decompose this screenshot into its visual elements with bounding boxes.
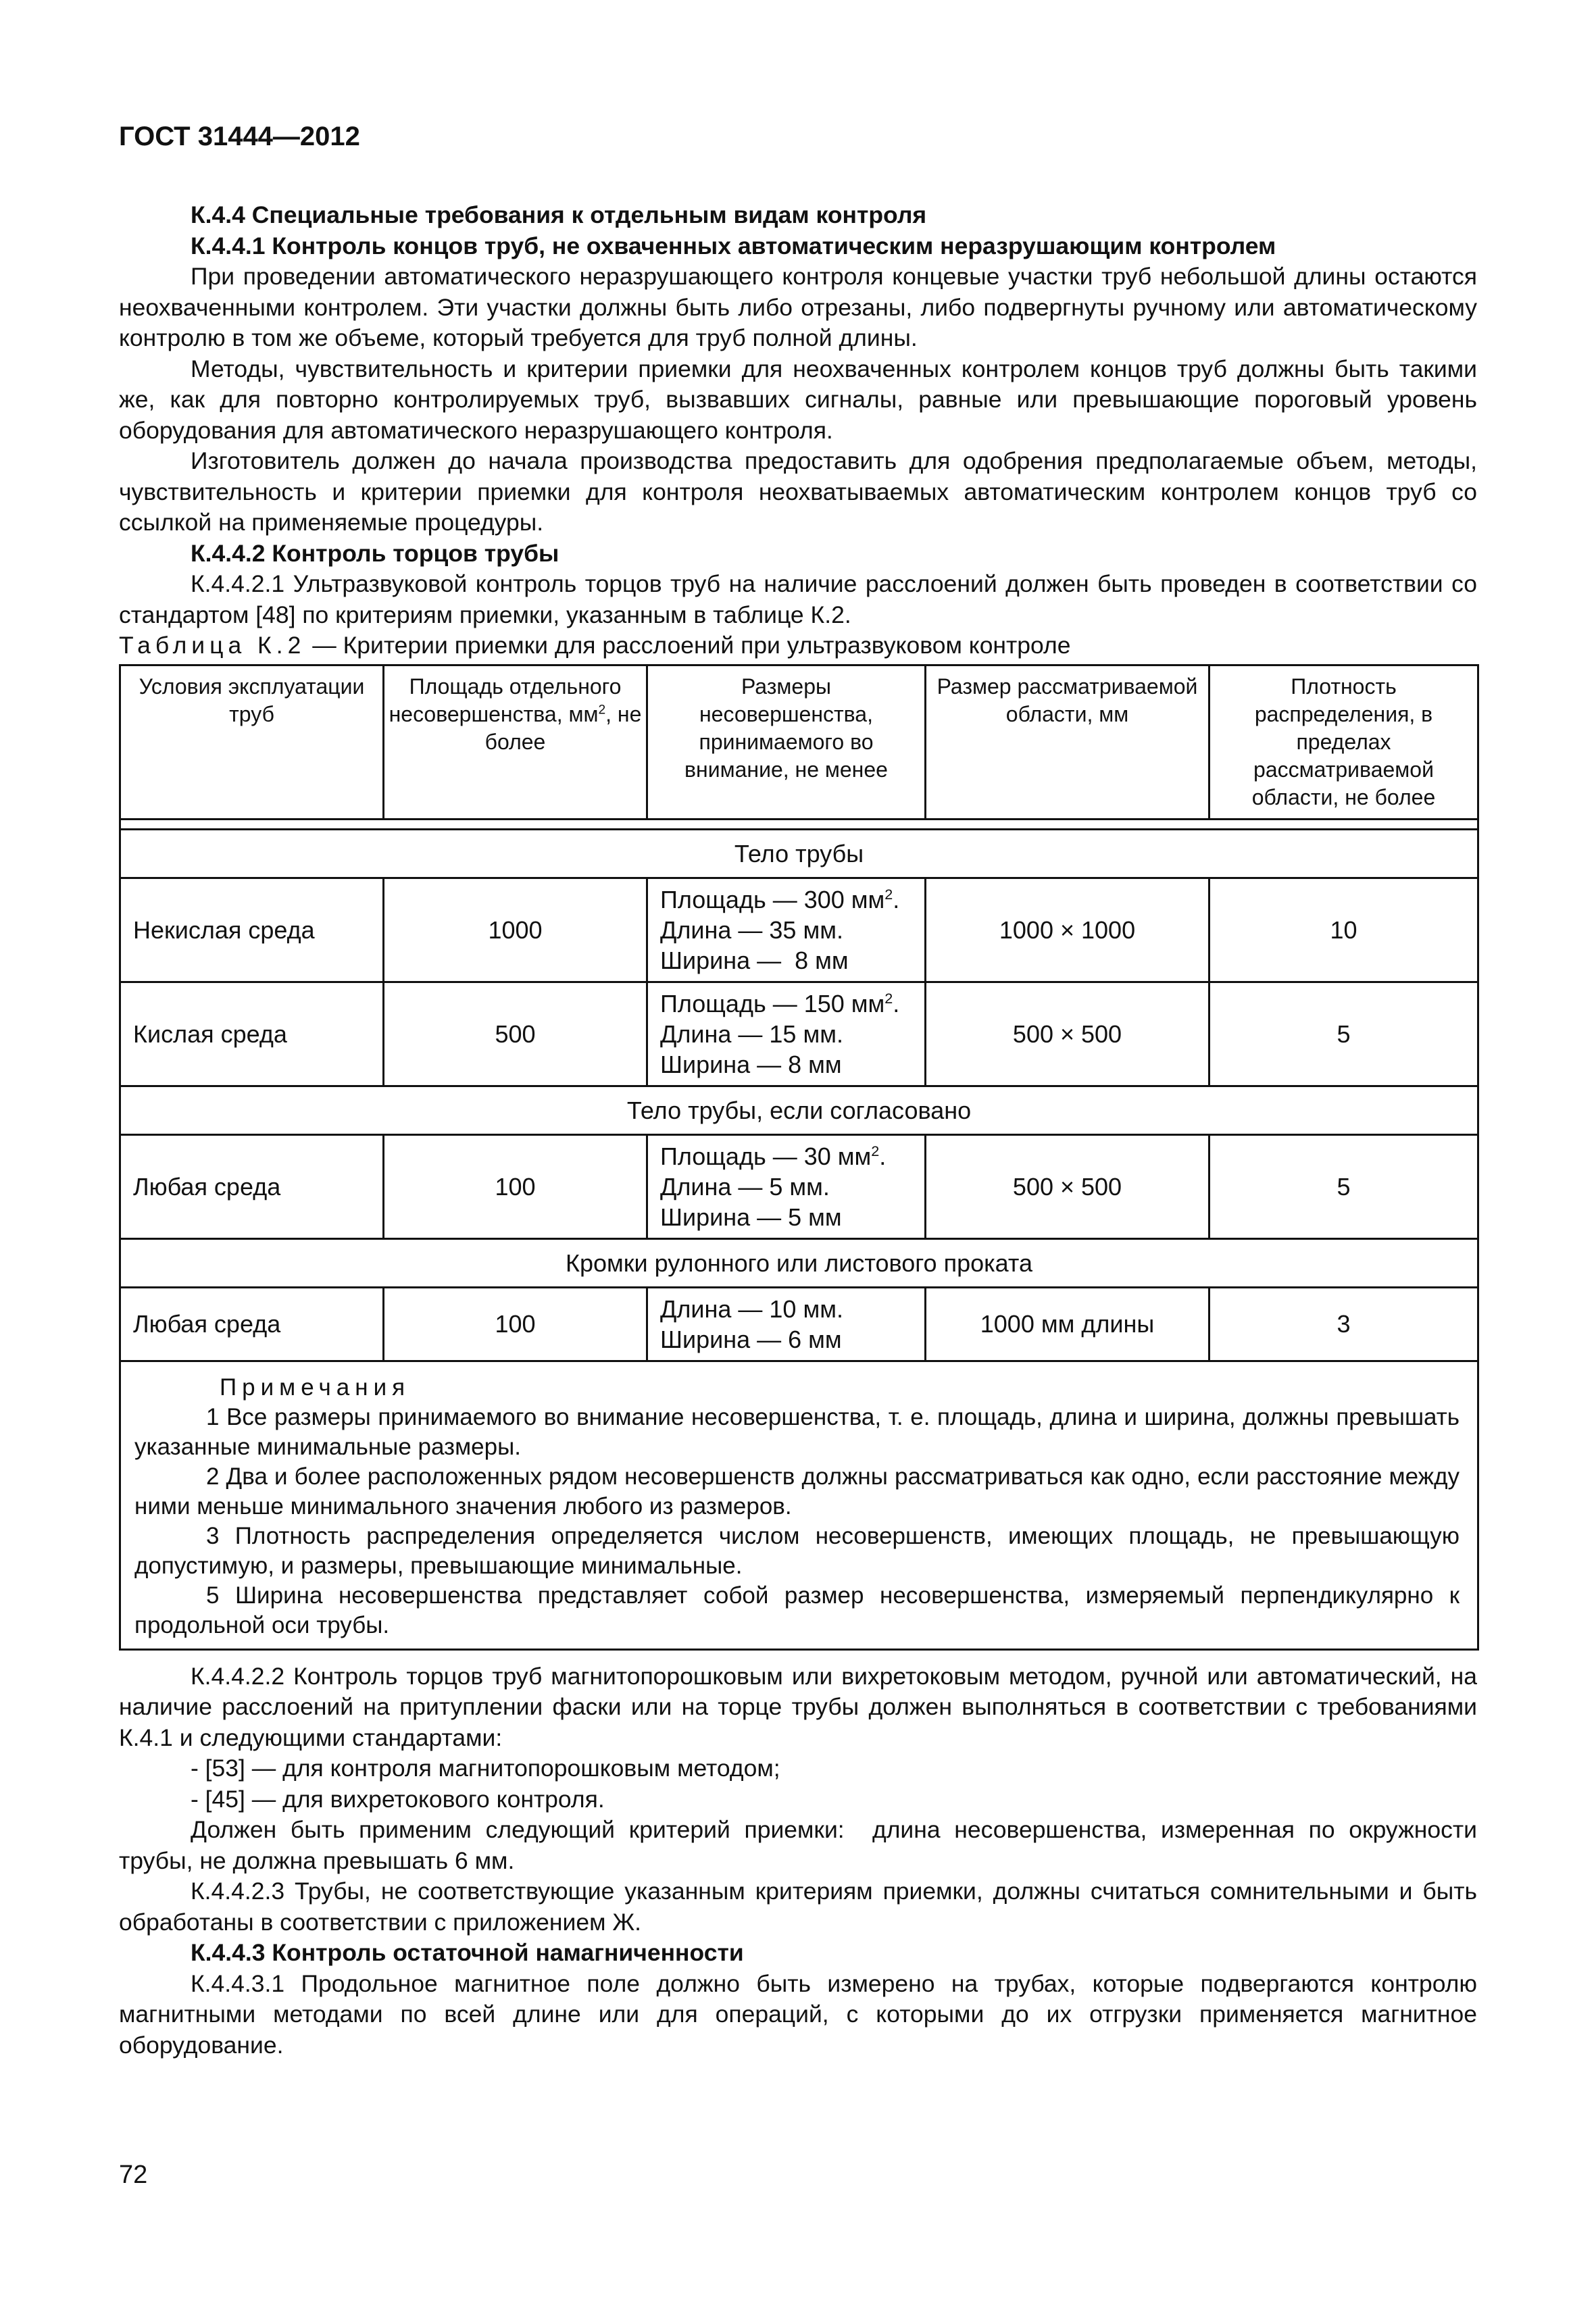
cell-region: 1000 × 1000 <box>926 878 1210 982</box>
dim-line: Длина — 15 мм. <box>660 1020 843 1048</box>
cell-area: 1000 <box>384 878 647 982</box>
section-title-k4441: К.4.4.1 Контроль концов труб, не охваченных автоматическим неразрушающим контролем <box>191 232 1276 259</box>
header-area-tail: , не более <box>484 701 642 754</box>
dim-line: Площадь — 30 мм <box>660 1142 872 1170</box>
dim-tail: . <box>893 885 900 913</box>
cell-density: 5 <box>1210 982 1478 1086</box>
section-label: Тело трубы, если согласовано <box>120 1086 1478 1134</box>
table-spacer <box>120 819 1478 829</box>
cell-dimensions <box>647 982 926 1086</box>
paragraph: Методы, чувствительность и критерии приемки для неохваченных контролем концов труб должны быть такими же, как для повторно контролируемых труб, вызвавших сигналы, равные или превышающие пороговый уровень оборудования для автоматического неразрушающего контроля. <box>119 355 1477 444</box>
page-number: 72 <box>119 2161 148 2189</box>
paragraph: При проведении автоматического неразрушающего контроля концевые участки труб небольшой длины остаются неохваченными контролем. Эти участки должны быть либо отрезаны, либо подвергнуты ручному или автоматическому контролю в том же объеме, который требуется для труб полной длины. <box>119 263 1477 351</box>
header-density: Плотность распределения, в пределах рассматриваемой области, не более <box>1210 665 1478 819</box>
dim-line: Площадь — 150 мм <box>660 989 885 1017</box>
cell-condition: Некислая среда <box>120 878 384 982</box>
paragraph: К.4.4.2.1 Ультразвуковой контроль торцов труб на наличие расслоений должен быть проведен в соответствии со стандартом [48] по критериям приемки, указанным в таблице К.2. <box>119 570 1477 628</box>
document-body <box>119 200 1484 2061</box>
header-region: Размер рассматриваемой области, мм <box>926 665 1210 819</box>
table-notes <box>120 1361 1478 1649</box>
cell-area: 100 <box>384 1134 647 1238</box>
cell-dimensions <box>647 1134 926 1238</box>
dim-line: Ширина — 8 мм <box>660 1050 842 1078</box>
table-row <box>120 1134 1478 1238</box>
header-area-sup: 2 <box>598 702 606 717</box>
paragraph: К.4.4.2.2 Контроль торцов труб магнитопорошковым или вихретоковым методом, ручной или автоматический, на наличие расслоений на притуплении фаски или на торце трубы должен выполняться в соответствии с требованиями К.4.1 и следующими стандартами: <box>119 1662 1477 1751</box>
cell-region: 500 × 500 <box>926 982 1210 1086</box>
cell-region: 1000 мм длины <box>926 1287 1210 1361</box>
paragraph: Должен быть применим следующий критерий приемки: длина несовершенства, измеренная по окружности трубы, не должна превышать 6 мм. <box>119 1816 1484 1874</box>
dim-line: Длина — 35 мм. <box>660 915 843 944</box>
cell-condition: Любая среда <box>120 1287 384 1361</box>
table-section-row <box>120 1238 1478 1287</box>
table-header-row <box>120 665 1478 819</box>
list-item: - [53] — для контроля магнитопорошковым методом; <box>191 1755 780 1782</box>
section-label: Кромки рулонного или листового проката <box>120 1238 1478 1287</box>
cell-area: 500 <box>384 982 647 1086</box>
header-dimensions: Размеры несовершенства, принимаемого во внимание, не менее <box>647 665 926 819</box>
criteria-table <box>119 664 1479 1651</box>
dim-tail: . <box>893 989 900 1017</box>
header-area-text: Площадь отдельного несовершенства, мм <box>389 674 622 726</box>
section-title-k444: К.4.4 Специальные требования к отдельным видам контроля <box>191 201 927 228</box>
header-area <box>384 665 647 819</box>
dim-sup: 2 <box>884 885 893 903</box>
dim-tail: . <box>879 1142 887 1170</box>
table-section-row <box>120 829 1478 878</box>
cell-density: 3 <box>1210 1287 1478 1361</box>
cell-dimensions <box>647 878 926 982</box>
section-label: Тело трубы <box>120 829 1478 878</box>
cell-area: 100 <box>384 1287 647 1361</box>
dim-sup: 2 <box>884 989 893 1007</box>
cell-region: 500 × 500 <box>926 1134 1210 1238</box>
cell-density: 10 <box>1210 878 1478 982</box>
note-item: 1 Все размеры принимаемого во внимание несовершенства, т. е. площадь, длина и ширина, должны превышать указанные минимальные размеры. <box>134 1403 1460 1460</box>
document-code: ГОСТ 31444—2012 <box>119 122 360 151</box>
cell-dimensions <box>647 1287 926 1361</box>
cell-density: 5 <box>1210 1134 1478 1238</box>
dim-sup: 2 <box>871 1142 880 1159</box>
table-caption <box>119 630 1477 661</box>
table-row <box>120 878 1478 982</box>
table-caption-text: — Критерии приемки для расслоений при ультразвуковом контроле <box>305 632 1071 659</box>
dim-line: Длина — 10 мм. <box>660 1294 843 1323</box>
dim-line: Ширина — 6 мм <box>660 1325 842 1353</box>
paragraph: К.4.4.2.3 Трубы, не соответствующие указанным критериям приемки, должны считаться сомнительными и быть обработаны в соответствии с приложением Ж. <box>119 1878 1477 1936</box>
dim-line: Ширина — 5 мм <box>660 1203 842 1231</box>
note-item: 3 Плотность распределения определяется числом несовершенств, имеющих площадь, не превышающую допустимую, и размеры, превышающие минимальные. <box>134 1522 1460 1579</box>
header-conditions: Условия эксплуатации труб <box>120 665 384 819</box>
cell-condition: Любая среда <box>120 1134 384 1238</box>
note-item: 2 Два и более расположенных рядом несовершенств должны рассматриваться как одно, если расстояние между ними меньше минимального значения любого из размеров. <box>134 1463 1460 1519</box>
dim-line: Ширина — 8 мм <box>660 946 849 974</box>
paragraph: К.4.4.3.1 Продольное магнитное поле должно быть измерено на трубах, которые подвергаются контролю магнитными методами по всей длине или для операций, с которыми до их отгрузки применяется магнитное оборудование. <box>119 1969 1477 2059</box>
dim-line: Длина — 5 мм. <box>660 1172 830 1201</box>
dim-line: Площадь — 300 мм <box>660 885 885 913</box>
paragraph: Изготовитель должен до начала производства предоставить для одобрения предполагаемые объем, методы, чувствительность и критерии приемки для контроля неохватываемых автоматическим контролем концов труб со ссылкой на применяемые процедуры. <box>119 447 1477 536</box>
notes-title: Примечания <box>220 1374 411 1401</box>
section-title-k4442: К.4.4.2 Контроль торцов трубы <box>191 539 559 567</box>
table-section-row <box>120 1086 1478 1134</box>
note-item: 5 Ширина несовершенства представляет собой размер несовершенства, измеряемый перпендикулярно к продольной оси трубы. <box>134 1582 1460 1638</box>
table-row <box>120 982 1478 1086</box>
table-caption-label: Таблица К.2 <box>119 632 306 659</box>
list-item: - [45] — для вихретокового контроля. <box>191 1785 605 1813</box>
cell-condition: Кислая среда <box>120 982 384 1086</box>
table-notes-row <box>120 1361 1478 1649</box>
table-row <box>120 1287 1478 1361</box>
section-title-k4443: К.4.4.3 Контроль остаточной намагниченности <box>191 1939 744 1966</box>
